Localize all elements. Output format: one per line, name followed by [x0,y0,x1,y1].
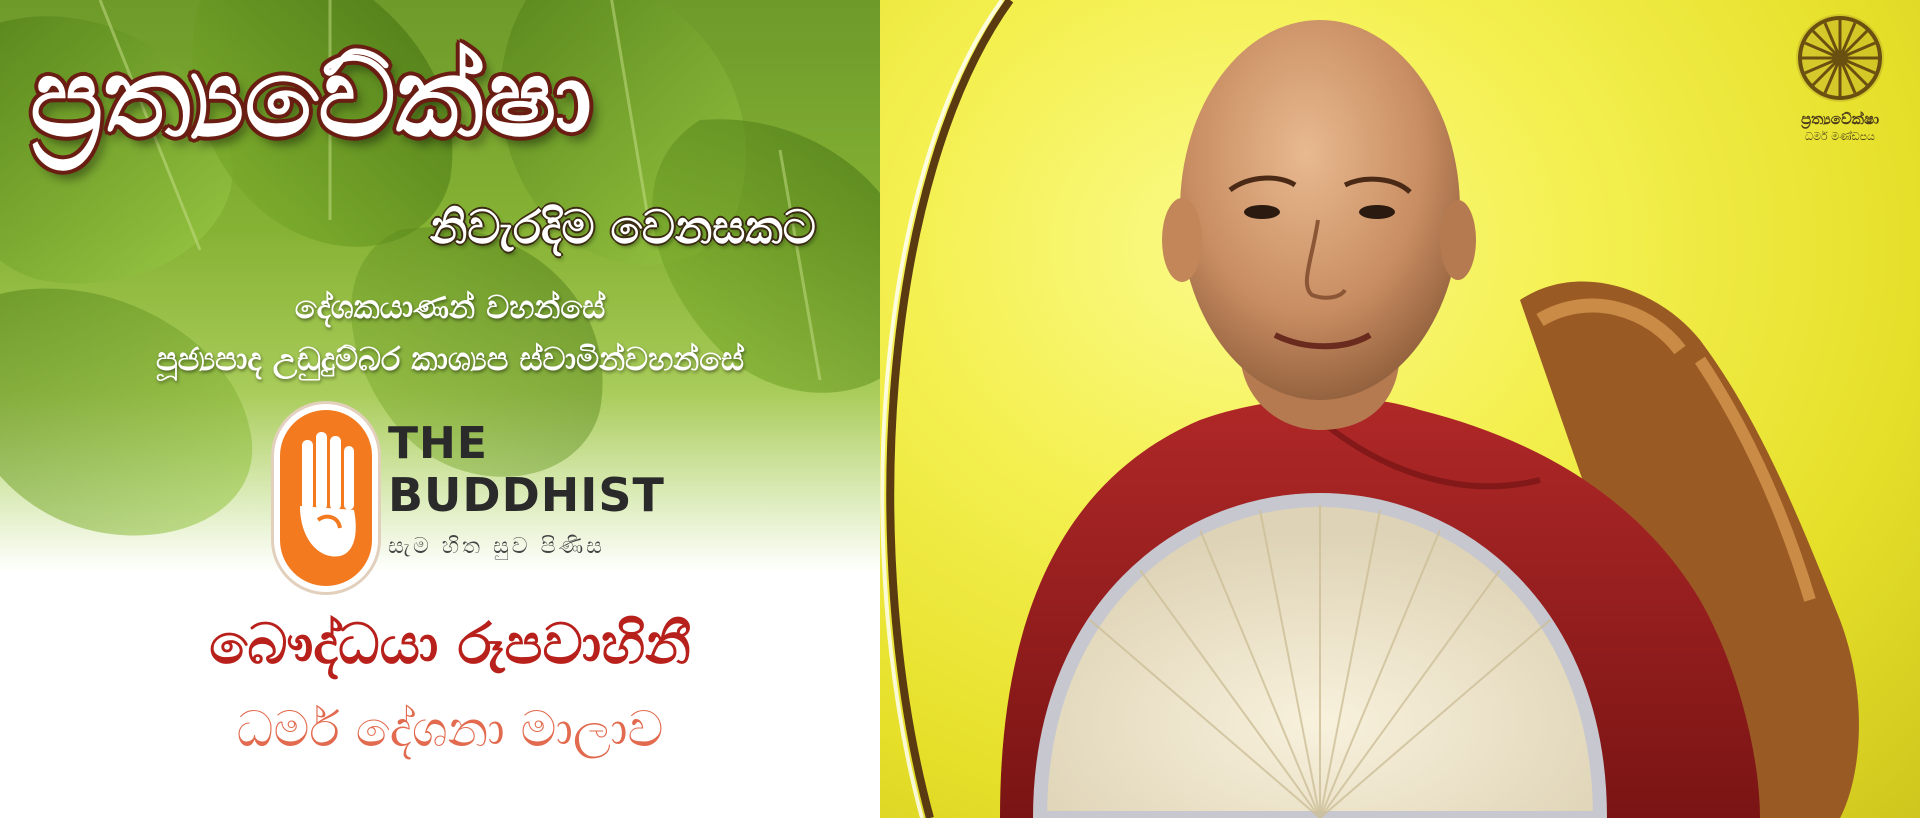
the-buddhist-logo [280,410,665,590]
raised-hand-icon [280,410,372,586]
program-subtitle: නිවැරදිම වෙනසකට [430,200,816,254]
dharma-wheel-icon [1792,10,1888,106]
series-name: ධර්ම දේශනා මාලාව [236,700,664,758]
corner-logo [1780,10,1900,180]
corner-logo-subtitle: ධර්ම මණ්ඩපය [1805,130,1875,143]
preacher-label: දේශකයාණන් වහන්සේ [294,288,606,326]
corner-logo-title: ප්‍රත්‍යවේක්ෂා [1800,110,1880,128]
logo-text-the: THE [388,418,488,469]
logo-tagline: සැම හිත සුව පිණිස [388,534,605,559]
program-title: ප්‍රත්‍යවේක්ෂා [30,36,593,161]
preacher-name: පූජ්‍යපාද උඩුදුම්බර කාශ්‍යප ස්වාමින්වහන්සේ [155,340,745,378]
logo-text-buddhist: BUDDHIST [388,468,665,522]
monk-portrait [940,0,1920,818]
channel-name: බෞද්ධයා රූපවාහිනී [209,612,691,677]
